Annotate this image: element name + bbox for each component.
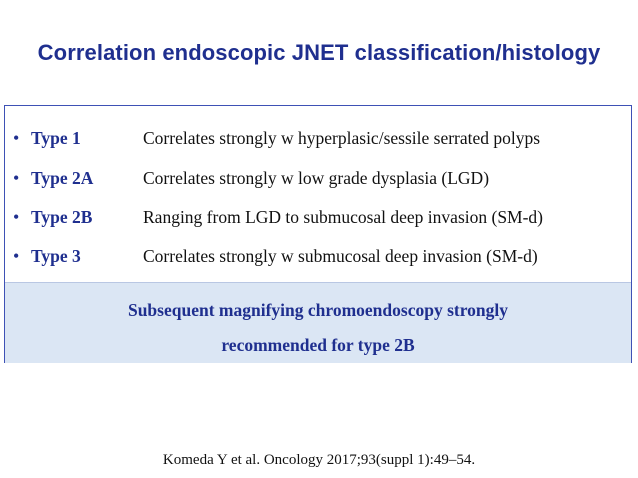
bullet-icon: • [13,167,20,188]
list-item-type-1 [13,124,540,152]
classification-box [4,105,632,363]
list-item-type-3 [13,242,538,270]
list-item-type-2a [13,164,489,192]
recommendation-line-1: Subsequent magnifying chromoendoscopy strongly [127,300,509,320]
type-description: Ranging from LGD to submucosal deep invasion (SM-d) [143,206,544,227]
type-description: Correlates strongly w submucosal deep invasion (SM-d) [143,245,538,266]
type-label: Type 1 [31,127,81,148]
bullet-icon: • [13,245,20,266]
recommendation-line-2: recommended for type 2B [221,335,415,355]
recommendation-panel [5,282,631,363]
type-label: Type 2B [31,206,93,227]
type-description: Correlates strongly w low grade dysplasia (LGD) [143,167,490,188]
bullet-icon: • [13,127,20,148]
type-label: Type 3 [31,245,81,266]
type-label: Type 2A [31,167,94,188]
list-item-type-2b [13,203,543,231]
citation: Komeda Y et al. Oncology 2017;93(suppl 1):49–54. [162,452,476,468]
bullet-icon: • [13,206,20,227]
slide-title: Correlation endoscopic JNET classification/histology [37,40,601,65]
type-description: Correlates strongly w hyperplasic/sessile serrated polyps [143,127,541,148]
